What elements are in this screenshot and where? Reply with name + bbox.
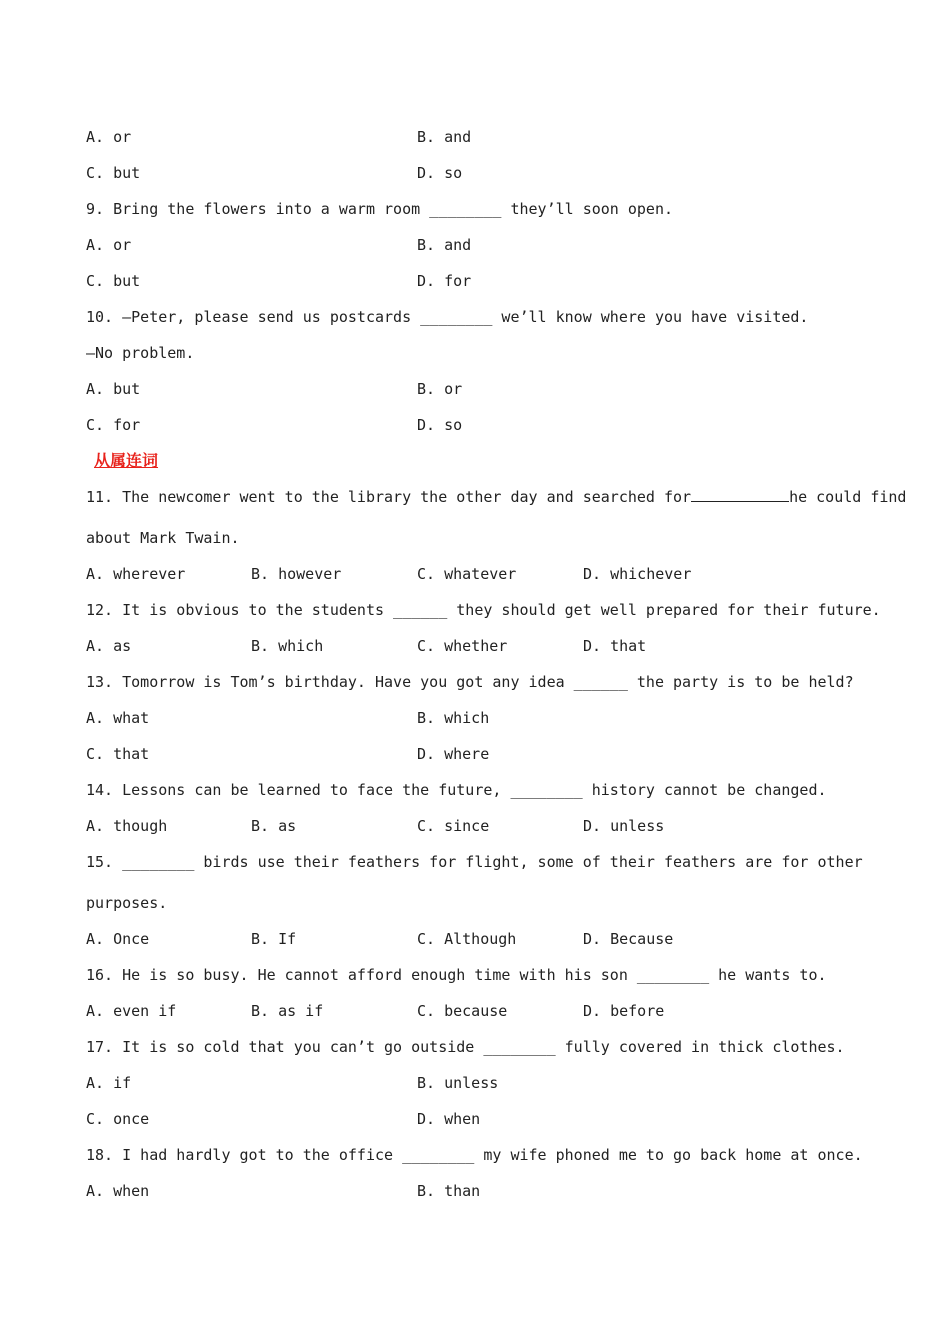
q9-text: 9. Bring the flowers into a warm room ________ they’ll soon open. <box>86 200 673 218</box>
q11-option-a: A. wherever <box>86 565 186 583</box>
q9-option-a: A. or <box>86 236 132 254</box>
q8-option-d: D. so <box>417 164 463 182</box>
q14-option-c: C. since <box>417 817 490 835</box>
q15-option-b: B. If <box>251 930 297 948</box>
q11-text <box>86 487 906 507</box>
q10-reply: —No problem. <box>86 344 195 362</box>
section-heading: 从属连词 <box>94 451 159 470</box>
q17-option-b: B. unless <box>417 1074 499 1092</box>
q11-text-before: 11. The newcomer went to the library the other day and searched for <box>86 488 692 506</box>
q8-option-b: B. and <box>417 128 472 146</box>
q12-option-d: D. that <box>583 637 647 655</box>
q17-option-a: A. if <box>86 1074 132 1092</box>
q11-option-c: C. whatever <box>417 565 517 583</box>
q16-option-c: C. because <box>417 1002 508 1020</box>
q15-text-line2: purposes. <box>86 894 168 912</box>
q11-option-b: B. however <box>251 565 342 583</box>
q14-option-b: B. as <box>251 817 297 835</box>
q11-option-d: D. whichever <box>583 565 692 583</box>
q15-option-a: A. Once <box>86 930 150 948</box>
q18-text: 18. I had hardly got to the office ________ my wife phoned me to go back home at once. <box>86 1146 863 1164</box>
q17-text: 17. It is so cold that you can’t go outside ________ fully covered in thick clothes. <box>86 1038 845 1056</box>
q8-option-a: A. or <box>86 128 132 146</box>
q18-option-a: A. when <box>86 1182 150 1200</box>
q11-answer-blank <box>691 487 789 502</box>
q14-option-a: A. though <box>86 817 168 835</box>
q13-option-c: C. that <box>86 745 150 763</box>
q16-text: 16. He is so busy. He cannot afford enough time with his son ________ he wants to. <box>86 966 827 984</box>
q13-option-b: B. which <box>417 709 490 727</box>
q10-text: 10. —Peter, please send us postcards ________ we’ll know where you have visited. <box>86 308 809 326</box>
q10-option-c: C. for <box>86 416 141 434</box>
q13-option-d: D. where <box>417 745 490 763</box>
q8-option-c: C. but <box>86 164 141 182</box>
q9-option-b: B. and <box>417 236 472 254</box>
q16-option-a: A. even if <box>86 1002 177 1020</box>
q10-option-d: D. so <box>417 416 463 434</box>
q10-option-b: B. or <box>417 380 463 398</box>
q17-option-c: C. once <box>86 1110 150 1128</box>
q15-option-c: C. Although <box>417 930 517 948</box>
q13-text: 13. Tomorrow is Tom’s birthday. Have you got any idea ______ the party is to be held? <box>86 673 854 691</box>
q16-option-d: D. before <box>583 1002 665 1020</box>
q13-option-a: A. what <box>86 709 150 727</box>
q14-option-d: D. unless <box>583 817 665 835</box>
q11-text-line2: about Mark Twain. <box>86 529 240 547</box>
q12-option-c: C. whether <box>417 637 508 655</box>
q17-option-d: D. when <box>417 1110 481 1128</box>
q16-option-b: B. as if <box>251 1002 324 1020</box>
q11-text-after: he could find <box>789 488 907 506</box>
q14-text: 14. Lessons can be learned to face the future, ________ history cannot be changed. <box>86 781 827 799</box>
q9-option-d: D. for <box>417 272 472 290</box>
q12-text: 12. It is obvious to the students ______ they should get well prepared for their future. <box>86 601 881 619</box>
q12-option-a: A. as <box>86 637 132 655</box>
q12-option-b: B. which <box>251 637 324 655</box>
q15-text: 15. ________ birds use their feathers for flight, some of their feathers are for other <box>86 853 863 871</box>
q18-option-b: B. than <box>417 1182 481 1200</box>
q10-option-a: A. but <box>86 380 141 398</box>
q9-option-c: C. but <box>86 272 141 290</box>
q15-option-d: D. Because <box>583 930 674 948</box>
